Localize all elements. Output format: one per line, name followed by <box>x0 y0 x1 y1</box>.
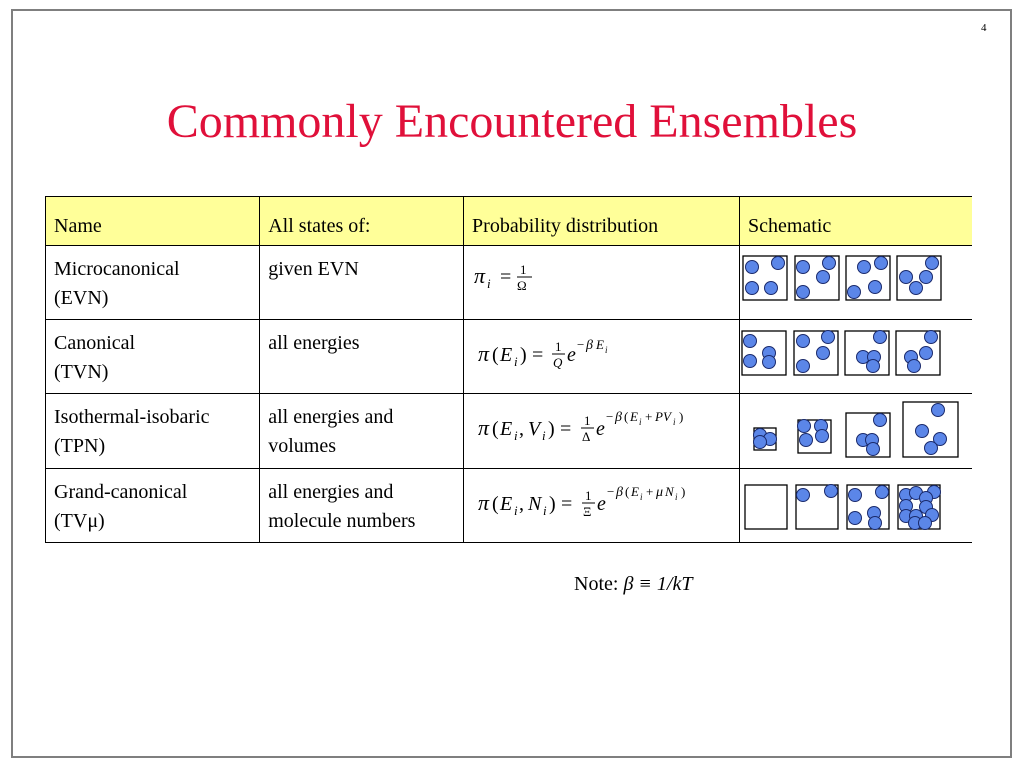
svg-text:N: N <box>528 493 542 515</box>
svg-text:e: e <box>596 418 605 440</box>
svg-text:i: i <box>542 428 546 443</box>
svg-text:β: β <box>615 410 623 425</box>
svg-text:1: 1 <box>520 262 527 277</box>
svg-text:i: i <box>673 417 676 427</box>
particle-circle <box>797 260 810 273</box>
ensemble-name <box>46 394 260 469</box>
particle-circle <box>910 281 923 294</box>
svg-text:E: E <box>500 493 513 515</box>
svg-text:i: i <box>514 428 518 443</box>
table-row <box>46 469 973 543</box>
particle-circle <box>765 281 778 294</box>
name-line1: Isothermal-isobaric <box>54 406 210 428</box>
name-line1: Canonical <box>54 332 136 354</box>
schematic-grand-canonical <box>740 470 972 542</box>
particle-circle <box>823 256 836 269</box>
svg-text:PV: PV <box>655 409 671 424</box>
particle-circle <box>920 346 933 359</box>
ensemble-states <box>260 469 464 543</box>
svg-text:,: , <box>519 418 525 440</box>
particle-circle <box>876 485 889 498</box>
svg-text:,: , <box>519 493 525 515</box>
particle-circle <box>744 334 757 347</box>
header-probability: Probability distribution <box>464 197 740 246</box>
table-header-row <box>46 197 973 246</box>
note-formula: β ≡ 1/kT <box>623 573 693 595</box>
probability-formula <box>464 320 740 394</box>
particle-circle <box>925 330 938 343</box>
particle-circle <box>797 334 810 347</box>
header-name: Name <box>46 197 260 246</box>
svg-text:Ω: Ω <box>517 278 527 293</box>
particle-circle <box>874 414 887 427</box>
svg-text:=: = <box>500 266 512 288</box>
slide-title: Commonly Encountered Ensembles <box>166 95 858 148</box>
table-row <box>46 246 973 320</box>
name-line2: (TVμ) <box>54 510 105 532</box>
note <box>574 573 692 596</box>
svg-text:): ) <box>549 493 556 515</box>
svg-text:i: i <box>640 492 643 502</box>
svg-text:E: E <box>500 418 513 440</box>
particle-circle <box>916 425 929 438</box>
svg-text:β: β <box>586 338 594 353</box>
svg-text:1: 1 <box>584 413 591 428</box>
particle-circle <box>800 434 813 447</box>
states-line1: all energies <box>268 332 360 354</box>
svg-text:): ) <box>548 418 555 440</box>
svg-text:N: N <box>665 484 674 499</box>
particle-circle <box>908 359 921 372</box>
particle-circle <box>763 355 776 368</box>
svg-text:(: ( <box>625 484 630 499</box>
states-line1: all energies and <box>268 406 394 428</box>
particle-circle <box>825 484 838 497</box>
name-line2: (EVN) <box>54 287 109 309</box>
particle-circle <box>874 330 887 343</box>
particle-circle <box>867 443 880 456</box>
probability-formula <box>464 246 740 320</box>
particle-circle <box>858 260 871 273</box>
particle-circle <box>848 285 861 298</box>
table-row <box>46 320 973 394</box>
ensemble-name <box>46 469 260 543</box>
svg-text:+: + <box>645 409 653 424</box>
ensemble-name <box>46 246 260 320</box>
svg-text:i: i <box>543 503 547 518</box>
ensembles-table <box>45 196 972 543</box>
svg-text:1: 1 <box>585 488 592 503</box>
particle-circle <box>817 270 830 283</box>
particle-circle <box>849 488 862 501</box>
svg-text:−: − <box>606 409 614 424</box>
name-line1: Grand-canonical <box>54 481 188 503</box>
svg-text:i: i <box>487 276 491 291</box>
name-line2: (TVN) <box>54 361 109 383</box>
svg-text:=: = <box>532 344 544 366</box>
header-states: All states of: <box>260 197 464 246</box>
formula-canonical <box>472 329 672 369</box>
ensemble-states <box>260 246 464 320</box>
particle-circle <box>772 256 785 269</box>
svg-text:e: e <box>597 493 606 515</box>
table-row <box>46 394 973 469</box>
svg-text:): ) <box>679 409 684 424</box>
probability-formula <box>464 394 740 469</box>
svg-text:Δ: Δ <box>582 429 591 443</box>
particle-circle <box>875 256 888 269</box>
particle-circle <box>869 516 882 529</box>
particle-circle <box>746 260 759 273</box>
particle-circle <box>816 430 829 443</box>
particle-circle <box>867 359 880 372</box>
particle-circle <box>797 359 810 372</box>
svg-text:E: E <box>596 337 604 352</box>
svg-text:(: ( <box>492 344 499 366</box>
particle-circle <box>925 442 938 455</box>
svg-text:(: ( <box>624 409 629 424</box>
page-number: 4 <box>981 22 987 34</box>
states-line1: all energies and <box>268 481 394 503</box>
particle-circle <box>754 436 767 449</box>
svg-text:π: π <box>474 263 486 288</box>
ensemble-name <box>46 320 260 394</box>
svg-text:i: i <box>639 417 642 427</box>
formula-isothermal-isobaric <box>472 403 727 443</box>
schematic-microcanonical <box>740 247 972 319</box>
schematic-cell <box>740 469 973 543</box>
svg-text:E: E <box>500 344 513 366</box>
schematic-isothermal-isobaric <box>740 395 972 467</box>
formula-microcanonical <box>472 255 562 295</box>
probability-formula <box>464 469 740 543</box>
container-box <box>745 485 787 529</box>
particle-circle <box>798 420 811 433</box>
svg-text:i: i <box>605 345 608 355</box>
name-line1: Microcanonical <box>54 258 180 280</box>
particle-circle <box>932 404 945 417</box>
name-line2: (TPN) <box>54 435 106 457</box>
svg-text:(: ( <box>492 493 499 515</box>
schematic-canonical <box>740 321 972 393</box>
particle-circle <box>849 511 862 524</box>
svg-text:E: E <box>631 484 639 499</box>
particle-circle <box>797 285 810 298</box>
svg-text:π: π <box>478 490 490 515</box>
particle-circle <box>869 280 882 293</box>
svg-text:Ξ: Ξ <box>583 504 592 518</box>
svg-text:μ: μ <box>656 485 664 500</box>
svg-text:e: e <box>567 344 576 366</box>
particle-circle <box>919 516 932 529</box>
states-line1: given EVN <box>268 258 359 280</box>
svg-text:E: E <box>630 409 638 424</box>
ensemble-states <box>260 394 464 469</box>
svg-text:−: − <box>607 484 615 499</box>
note-label: Note: <box>574 573 619 595</box>
particle-circle <box>746 281 759 294</box>
svg-text:β: β <box>616 485 624 500</box>
formula-grand-canonical <box>472 478 727 518</box>
svg-text:Q: Q <box>553 355 563 369</box>
header-schematic: Schematic <box>740 197 973 246</box>
particle-circle <box>926 256 939 269</box>
svg-text:π: π <box>478 341 490 366</box>
particle-circle <box>744 354 757 367</box>
svg-text:(: ( <box>492 418 499 440</box>
states-line2: volumes <box>268 435 337 457</box>
svg-text:+: + <box>646 484 654 499</box>
particle-circle <box>797 488 810 501</box>
particle-circle <box>920 270 933 283</box>
svg-text:): ) <box>681 484 686 499</box>
ensemble-states <box>260 320 464 394</box>
svg-text:=: = <box>561 493 573 515</box>
svg-text:V: V <box>528 418 541 440</box>
particle-circle <box>822 330 835 343</box>
particle-circle <box>900 270 913 283</box>
states-line2: molecule numbers <box>268 510 416 532</box>
schematic-cell <box>740 246 973 320</box>
svg-text:−: − <box>577 337 585 352</box>
particle-circle <box>817 346 830 359</box>
svg-text:i: i <box>514 354 518 369</box>
schematic-cell <box>740 394 973 469</box>
svg-text:): ) <box>520 344 527 366</box>
svg-text:π: π <box>478 415 490 440</box>
svg-text:i: i <box>675 492 678 502</box>
svg-text:=: = <box>560 418 572 440</box>
schematic-cell <box>740 320 973 394</box>
svg-text:i: i <box>514 503 518 518</box>
svg-text:1: 1 <box>555 339 562 354</box>
